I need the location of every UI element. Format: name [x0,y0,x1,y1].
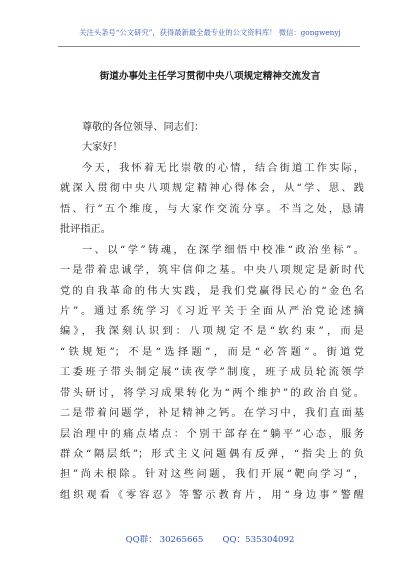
body-line: 大家好！ [82,142,123,154]
body-line: 层治理中的痛点堵点：个别干部存在“躺平”心态，服务 [60,428,364,440]
qq-group-number: 30265665 [159,535,204,545]
body-line: 今天，我怀着无比崇敬的心情，结合街道工作实际， [82,162,364,174]
document-title: 街道办事处主任学习贯彻中央八项规定精神交流发言 [99,71,321,82]
body-line: 担”尚未根除。针对这些问题，我们开展“靶向学习”， [60,469,364,481]
body-line: 二是带着问题学，补足精神之钙。在学习中，我们直面基 [60,408,364,420]
footer-contact [60,533,360,545]
body-line: 组织观看《零容忍》等警示教育片，用“身边事”警醒 [60,489,364,501]
qq-label: QQ： [222,535,246,545]
body-line: 悟、行”五个维度，与大家作交流分享。不当之处，恳请 [60,203,364,215]
body-line: 尊敬的各位领导、同志们： [82,122,205,133]
body-line: 片”。通过系统学习《习近平关于全面从严治党论述摘 [60,305,364,317]
body-line: 党的自我革命的伟大实践，是我们党赢得民心的“金色名 [60,285,364,297]
header-divider [58,46,360,47]
document-body [60,118,364,506]
body-line: 一、以“学”铸魂，在深学细悟中校准“政治坐标”。 [82,244,364,256]
body-line: “铁规矩”；不是“选择题”，而是“必答题”。街道党 [60,346,364,358]
body-line: 带头研讨，将学习成果转化为“两个维护”的政治自觉。 [60,387,364,399]
header-promo-note: 关注头条号“公文研究”，获得最新最全最专业的公文资料库！ 微信：gongwenyj [79,28,341,37]
body-line: 就深入贯彻中央八项规定精神心得体会，从“学、思、践 [60,183,364,195]
body-line: 一是带着忠诚学，筑牢信仰之基。中央八项规定是新时代 [60,265,364,277]
body-line: 群众“隔层纸”；形式主义问题偶有反弹，“指尖上的负 [60,449,364,460]
qq-number: 535304092 [245,535,295,545]
qq-group-label: QQ群： [125,535,157,545]
body-line: 工委班子带头制定展“读夜学”制度，班子成员轮流领学 [60,367,364,379]
body-line: 批评指正。 [60,224,111,236]
body-line: 编》，我深刻认识到：八项规定不是“软约束”，而是 [60,326,364,338]
